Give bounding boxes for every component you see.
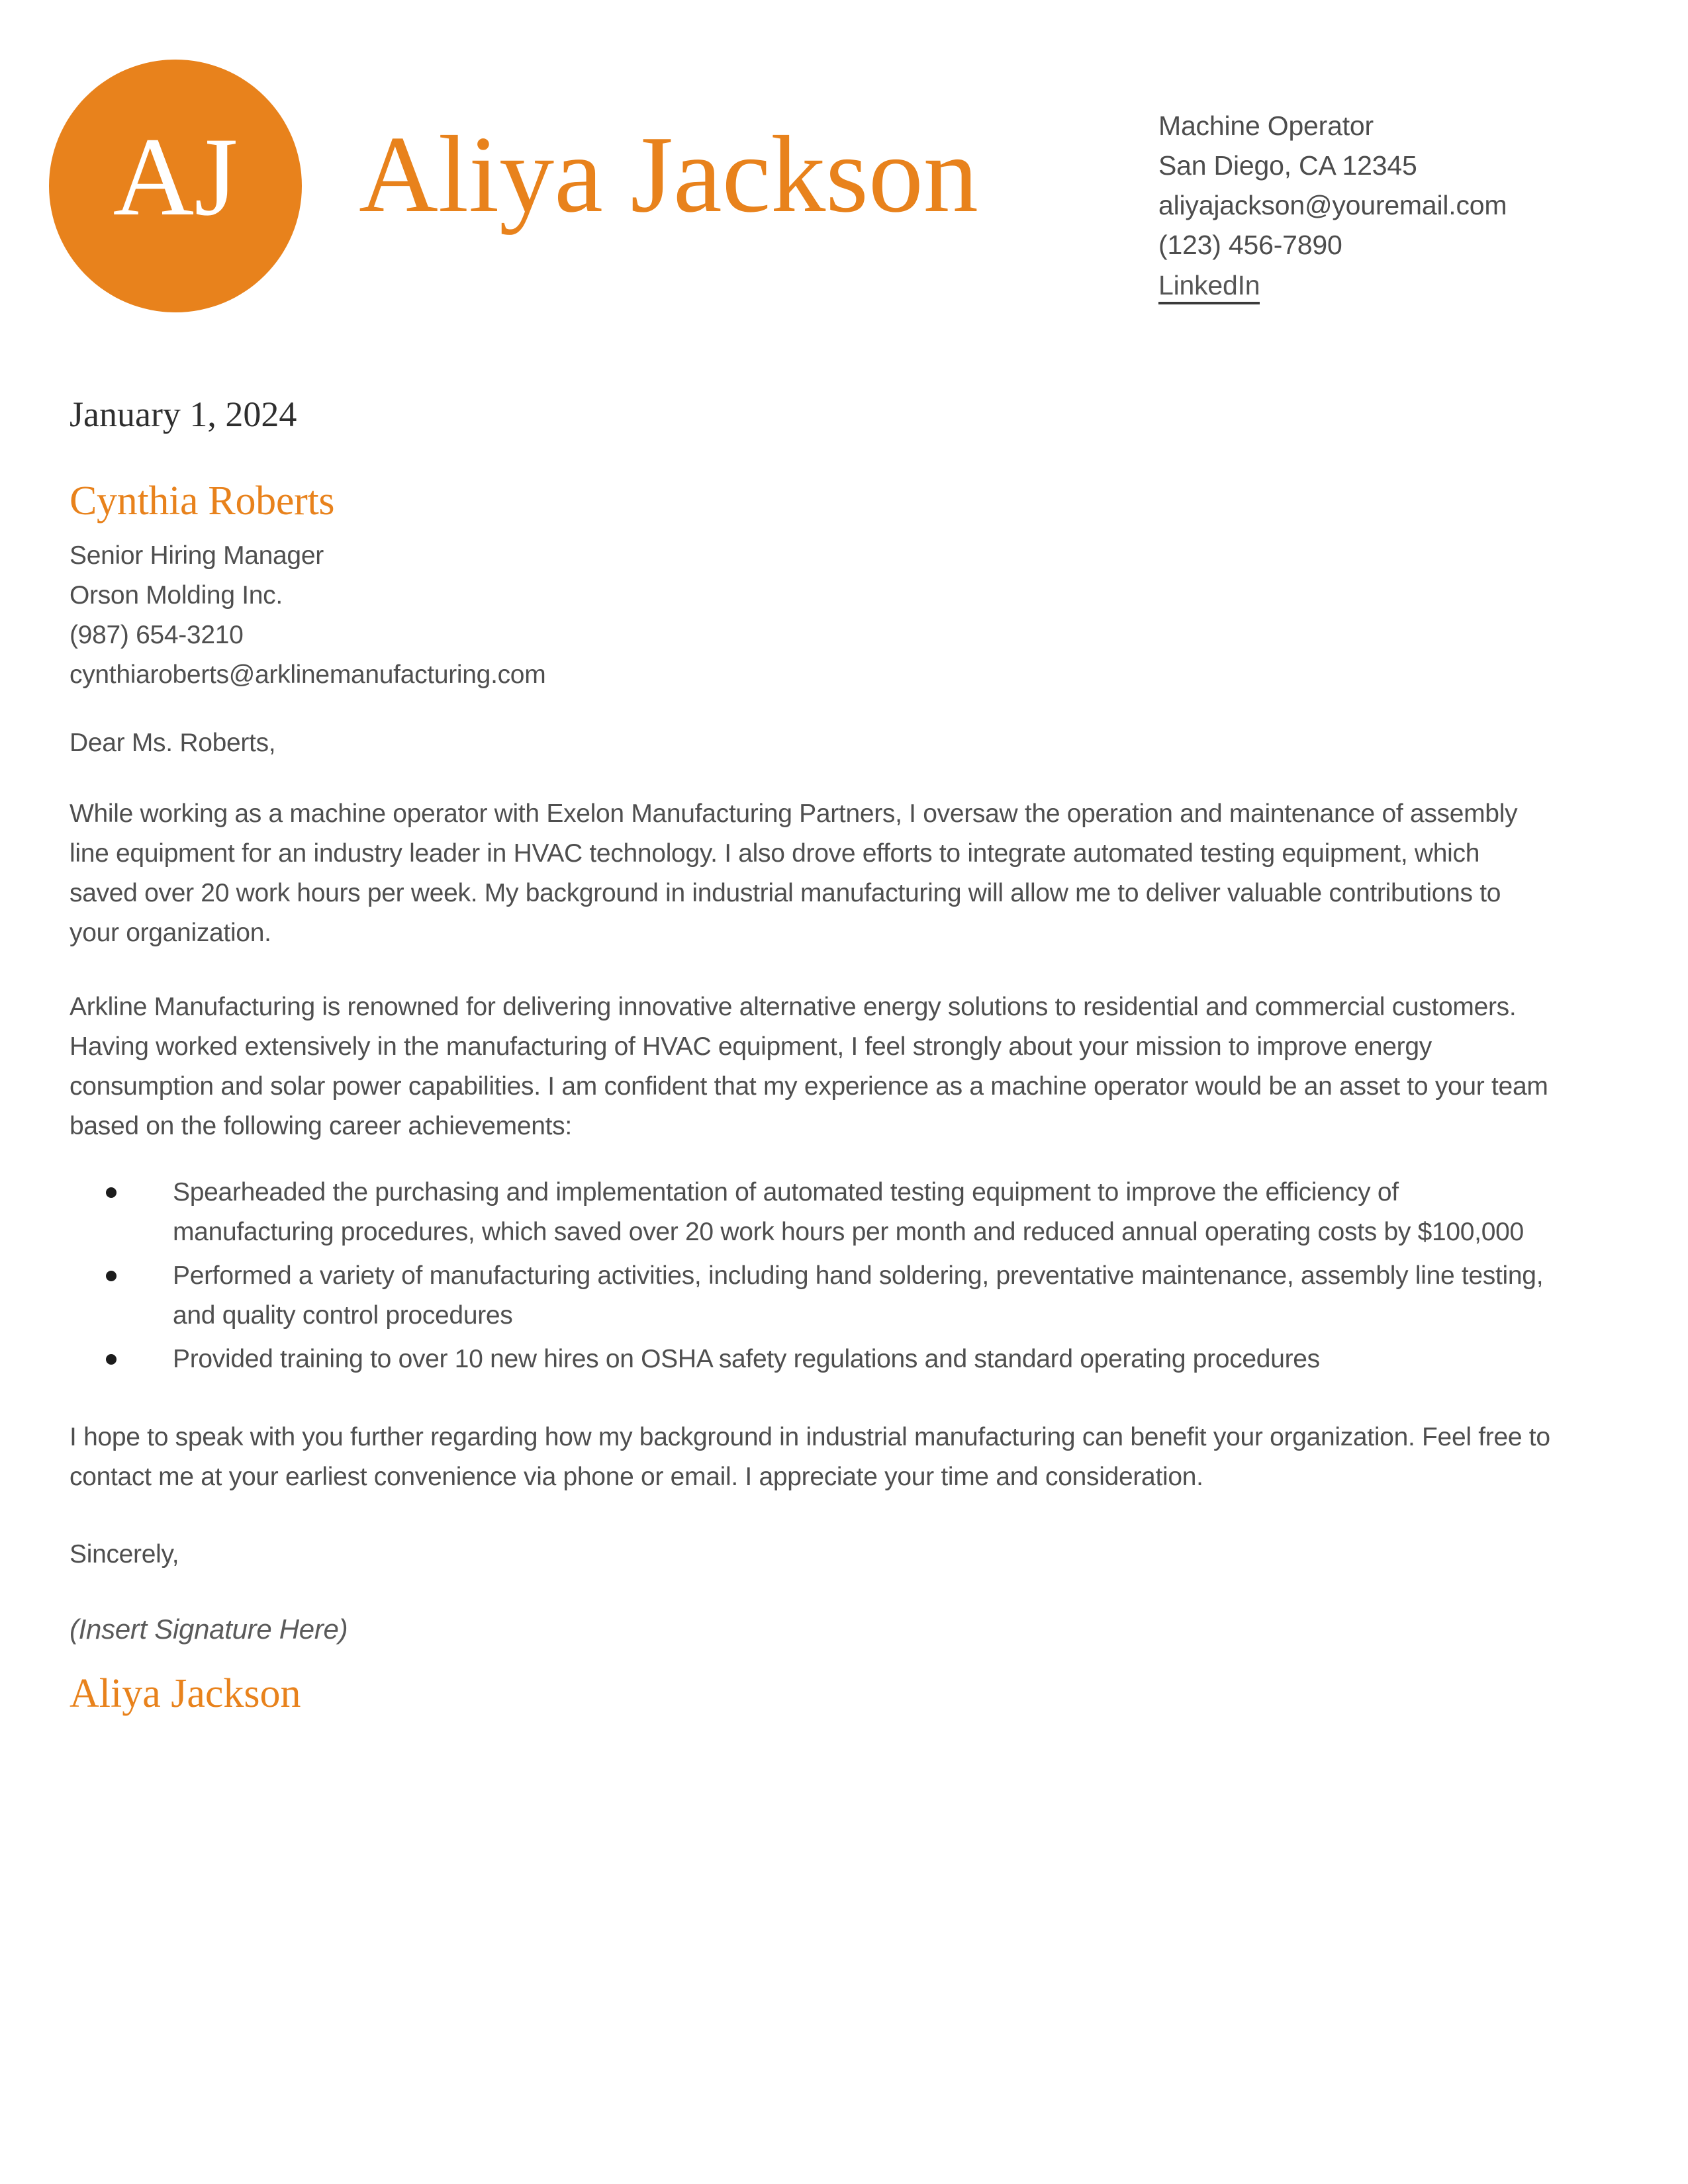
recipient-email: cynthiaroberts@arklinemanufacturing.com — [70, 660, 546, 689]
page-title: Aliya Jackson — [359, 113, 978, 235]
contact-email: aliyajackson@youremail.com — [1158, 190, 1507, 220]
letter-date: January 1, 2024 — [70, 394, 297, 434]
contact-location: San Diego, CA 12345 — [1158, 150, 1417, 181]
recipient-title: Senior Hiring Manager — [70, 541, 324, 570]
contact-job-title: Machine Operator — [1158, 111, 1374, 141]
list-item-text: Provided training to over 10 new hires on OSHA safety regulations and standard operating procedures — [173, 1345, 1320, 1373]
closing-paragraph: I hope to speak with you further regarding how my background in industrial manufacturing can benefit your organization. Feel free to contact me at your earliest convenience via phone or email. I appreciate your time and consideration. — [70, 1423, 1550, 1491]
recipient-details — [70, 536, 1552, 695]
recipient-company: Orson Molding Inc. — [70, 581, 283, 610]
list-item — [70, 1173, 1552, 1252]
achievement-list — [70, 1173, 1552, 1379]
body-paragraph: While working as a machine operator with Exelon Manufacturing Partners, I oversaw the operation and maintenance of assembly line equipment for an industry leader in HVAC technology. I also drove efforts to integrate automated testing equipment, which saved over 20 work hours per week. My background in industrial manufacturing will allow me to deliver valuable contributions to your organization. — [70, 799, 1518, 947]
list-item — [70, 1256, 1552, 1336]
signature-name: Aliya Jackson — [70, 1671, 301, 1716]
bullet-icon — [106, 1271, 117, 1281]
list-item — [70, 1340, 1552, 1379]
letter-body — [70, 0, 1552, 1720]
signature-placeholder: (Insert Signature Here) — [70, 1614, 348, 1645]
recipient-name: Cynthia Roberts — [70, 478, 335, 523]
contact-phone: (123) 456-7890 — [1158, 230, 1342, 260]
linkedin-link[interactable]: LinkedIn — [1158, 269, 1260, 304]
bullet-icon — [106, 1354, 117, 1365]
recipient-phone: (987) 654-3210 — [70, 621, 244, 649]
list-item-text: Spearheaded the purchasing and implementation of automated testing equipment to improve the efficiency of manufacturing procedures, which saved over 20 work hours per month and reduced annual operating costs by $100,000 — [173, 1178, 1524, 1246]
salutation: Dear Ms. Roberts, — [70, 729, 276, 757]
monogram-initials: AJ — [113, 114, 238, 239]
valediction: Sincerely, — [70, 1540, 179, 1569]
list-item-text: Performed a variety of manufacturing activities, including hand soldering, preventative maintenance, assembly line testing, and quality control procedures — [173, 1261, 1544, 1330]
bullet-icon — [106, 1187, 117, 1198]
body-paragraph: Arkline Manufacturing is renowned for delivering innovative alternative energy solutions to residential and commercial customers. Having worked extensively in the manufacturing of HVAC equipment, I feel strongly about your mission to improve energy consumption and solar power capabilities. I am confident that my experience as a machine operator would be an asset to your team based on the following career achievements: — [70, 993, 1548, 1140]
